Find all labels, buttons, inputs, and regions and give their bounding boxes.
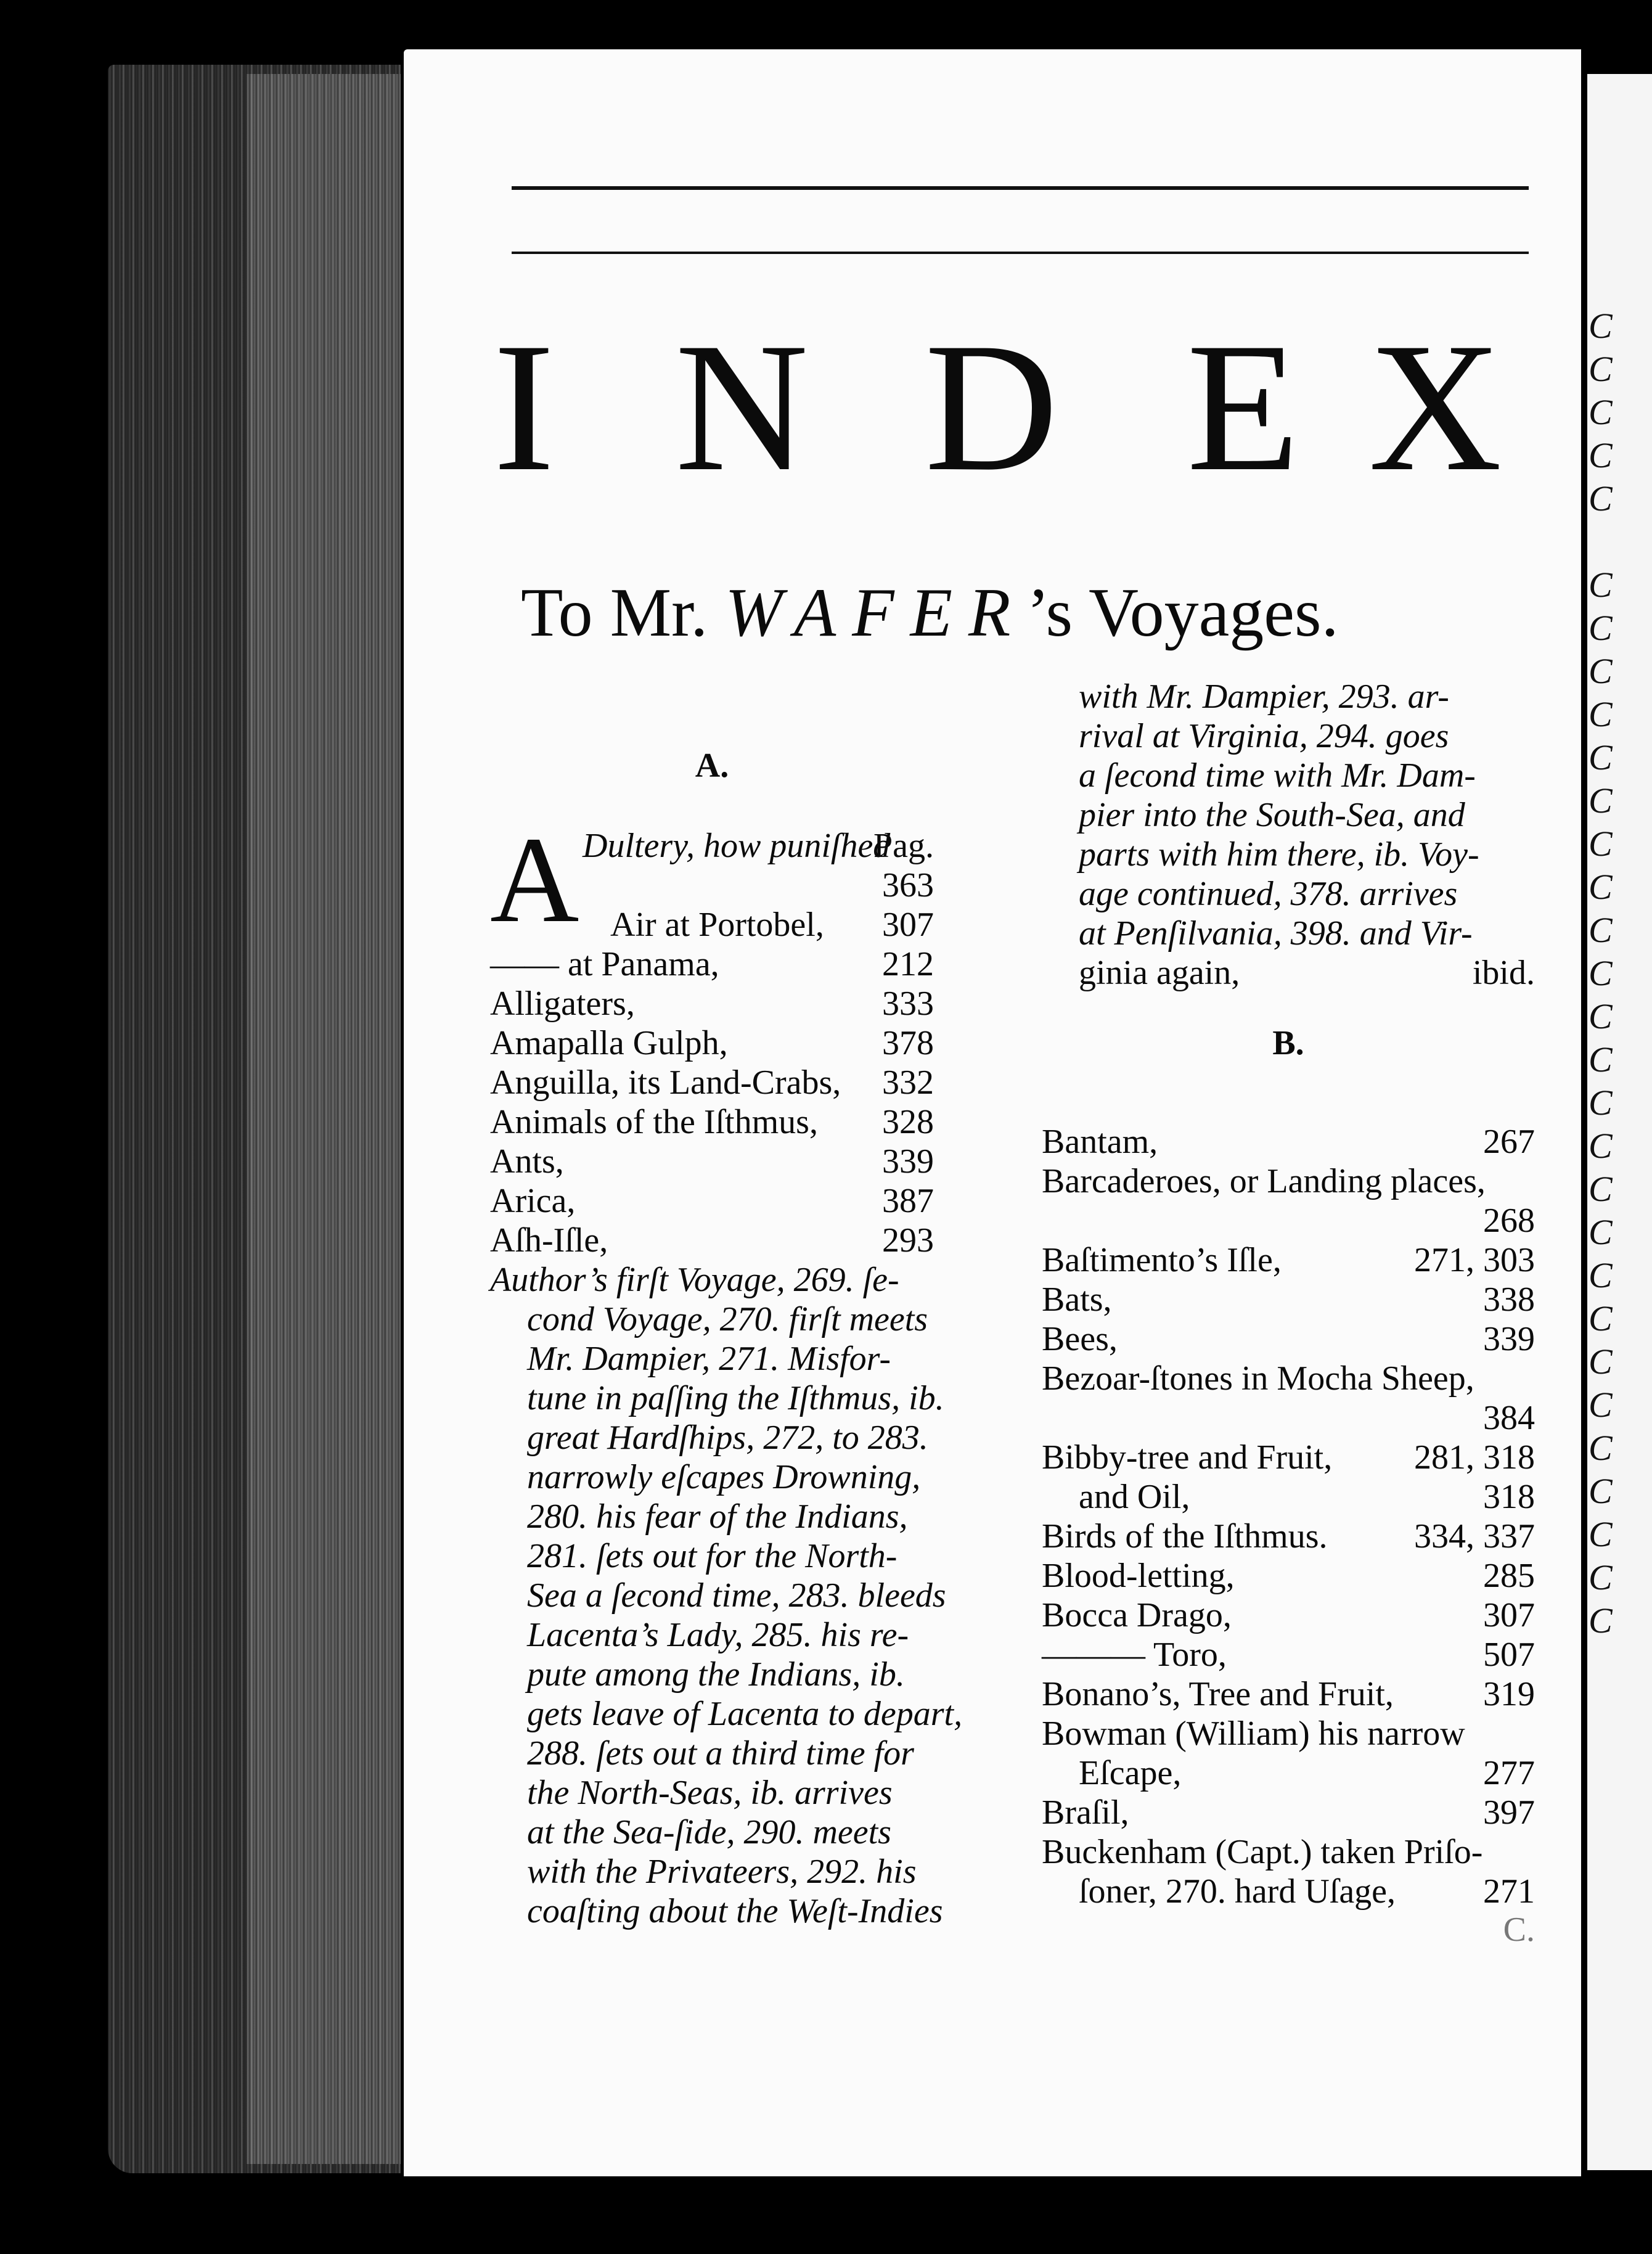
page-number: 285 — [1483, 1557, 1535, 1595]
page-number: 333 — [882, 985, 934, 1023]
subtitle-prefix: To Mr. — [521, 575, 708, 651]
index-entry-author-line: with the Privateers, 292. his — [527, 1853, 917, 1891]
index-entry-author-line: coaſting about the Weſt-Indies — [527, 1892, 943, 1930]
page-number: 332 — [882, 1063, 934, 1102]
page-number: 339 — [1483, 1320, 1535, 1358]
index-entry: Bezoar-ſtones in Mocha Sheep, — [1042, 1359, 1474, 1398]
index-entry-author-line: the North-Seas, ib. arrives — [527, 1774, 893, 1812]
page-number: 363 — [882, 866, 934, 904]
page-number: 339 — [882, 1142, 934, 1181]
page-number: 507 — [1483, 1636, 1535, 1674]
page-number: 307 — [882, 906, 934, 944]
page-number: 338 — [1483, 1281, 1535, 1319]
index-entry: Animals of the Iſthmus, — [490, 1103, 818, 1141]
index-entry: Bees, — [1042, 1320, 1118, 1358]
index-entry-continuation-line: age continued, 378. arrives — [1079, 875, 1458, 913]
title-letter: X — [1368, 305, 1502, 509]
index-entry: Bantam, — [1042, 1123, 1158, 1161]
pag-label: Pag. — [873, 827, 934, 865]
index-entry: ——— Toro, — [1042, 1636, 1227, 1674]
section-heading-a: A. — [695, 747, 729, 785]
page-number: 271, 303 — [1414, 1241, 1535, 1279]
title-letter: E — [1187, 305, 1300, 509]
page-number: 212 — [882, 945, 934, 983]
page-number: ibid. — [1472, 954, 1535, 992]
column-a — [490, 746, 963, 2016]
index-entry: Arica, — [490, 1182, 576, 1220]
index-entry-author-line: 281. ſets out for the North- — [527, 1537, 898, 1575]
index-entry-author-line: 280. his fear of the Indians, — [527, 1498, 908, 1536]
index-entry: Bocca Drago, — [1042, 1596, 1232, 1634]
index-subtitle — [521, 575, 1569, 651]
index-entry-continuation-line: at Penſilvania, 398. and Vir- — [1079, 914, 1473, 953]
index-entry-author-line: Sea a ſecond time, 283. bleeds — [527, 1576, 946, 1615]
page-number: 328 — [882, 1103, 934, 1141]
index-entry-author-line: Lacenta’s Lady, 285. his re- — [527, 1616, 909, 1654]
page-number: 307 — [1483, 1596, 1535, 1634]
page-number: 319 — [1483, 1675, 1535, 1713]
subtitle-name: WAFER — [725, 575, 1027, 651]
index-entry: Bats, — [1042, 1281, 1112, 1319]
index-entry: and Oil, — [1079, 1478, 1190, 1516]
page-number: 277 — [1483, 1754, 1535, 1792]
index-entry: Bonano’s, Tree and Fruit, — [1042, 1675, 1394, 1713]
index-entry: Barcaderoes, or Landing places, — [1042, 1162, 1486, 1200]
page-number: 267 — [1483, 1123, 1535, 1161]
index-entry: Eſcape, — [1079, 1754, 1182, 1792]
index-entry-continuation-line: parts with him there, ib. Voy- — [1079, 835, 1479, 874]
index-entry-author-line: narrowly eſcapes Drowning, — [527, 1458, 921, 1496]
facing-page-edge: C C C C C C C C C C C C C C C C C C C C C C C C C C C C C C — [1587, 74, 1652, 2170]
top-rule-thin — [512, 252, 1529, 254]
page-number: 318 — [1483, 1478, 1535, 1516]
index-entry-author-line: cond Voyage, 270. firſt meets — [527, 1300, 928, 1338]
page-number: 293 — [882, 1221, 934, 1260]
index-entry: Ants, — [490, 1142, 564, 1181]
book-page — [404, 49, 1581, 2176]
index-entry: Baſtimento’s Iſle, — [1042, 1241, 1282, 1279]
index-entry-continuation-line: rival at Virginia, 294. goes — [1079, 717, 1449, 755]
index-entry-author-line: Mr. Dampier, 271. Misfor- — [527, 1340, 891, 1378]
index-entry: Bowman (William) his narrow — [1042, 1715, 1465, 1753]
page-number: 378 — [882, 1024, 934, 1062]
drop-cap: A — [490, 812, 579, 948]
index-entry: Bibby-tree and Fruit, — [1042, 1438, 1333, 1477]
index-entry: —— at Panama, — [490, 945, 719, 983]
catchword: C. — [1503, 1911, 1535, 1949]
index-entry-continuation-line: with Mr. Dampier, 293. ar- — [1079, 678, 1449, 716]
index-entry-continuation-last: ginia again, — [1079, 954, 1240, 992]
index-entry: Alligaters, — [490, 985, 635, 1023]
title-letter: I — [493, 305, 555, 509]
subtitle-suffix: ’s Voyages. — [1026, 575, 1339, 651]
index-entry: ſoner, 270. hard Uſage, — [1079, 1872, 1396, 1911]
index-entry: Birds of the Iſthmus. — [1042, 1517, 1328, 1555]
index-entry-continuation-line: pier into the South-Sea, and — [1079, 796, 1465, 834]
index-entry-adultery: Dultery, how puniſhed — [583, 827, 891, 865]
page-number: 387 — [882, 1182, 934, 1220]
page-number: 397 — [1483, 1793, 1535, 1832]
title-letter: D — [925, 305, 1058, 509]
index-entry-author-line: 288. ſets out a third time for — [527, 1734, 914, 1772]
index-entry-author-line: at the Sea-ſide, 290. meets — [527, 1813, 891, 1851]
page-number: 281, 318 — [1414, 1438, 1535, 1477]
section-heading-b: B. — [1272, 1024, 1304, 1062]
index-entry-author-line: tune in paſſing the Iſthmus, ib. — [527, 1379, 944, 1417]
index-entry: Braſil, — [1042, 1793, 1129, 1832]
index-entry-author-line: great Hardſhips, 272, to 283. — [527, 1419, 928, 1457]
index-entry-author-line: gets leave of Lacenta to depart, — [527, 1695, 963, 1733]
index-entry: Buckenham (Capt.) taken Priſo- — [1042, 1833, 1483, 1871]
title-letter: N — [675, 305, 809, 509]
index-entry: Amapalla Gulph, — [490, 1024, 728, 1062]
index-entry: Anguilla, its Land-Crabs, — [490, 1063, 841, 1102]
column-b — [1042, 677, 1535, 1959]
index-entry-continuation-line: a ſecond time with Mr. Dam- — [1079, 756, 1476, 795]
index-entry-author-line: pute among the Indians, ib. — [527, 1655, 905, 1694]
page-number: 334, 337 — [1414, 1517, 1535, 1555]
page-number: 268 — [1483, 1202, 1535, 1240]
index-entry-author-line: Author’s firſt Voyage, 269. ſe- — [490, 1261, 899, 1299]
page-number: 384 — [1483, 1399, 1535, 1437]
page-number: 271 — [1483, 1872, 1535, 1911]
book-page-edges — [247, 74, 401, 2164]
index-entry: Aſh-Iſle, — [490, 1221, 608, 1260]
top-rule-thick — [512, 186, 1529, 190]
index-entry: Air at Portobel, — [610, 906, 824, 944]
index-entry: Blood-letting, — [1042, 1557, 1235, 1595]
